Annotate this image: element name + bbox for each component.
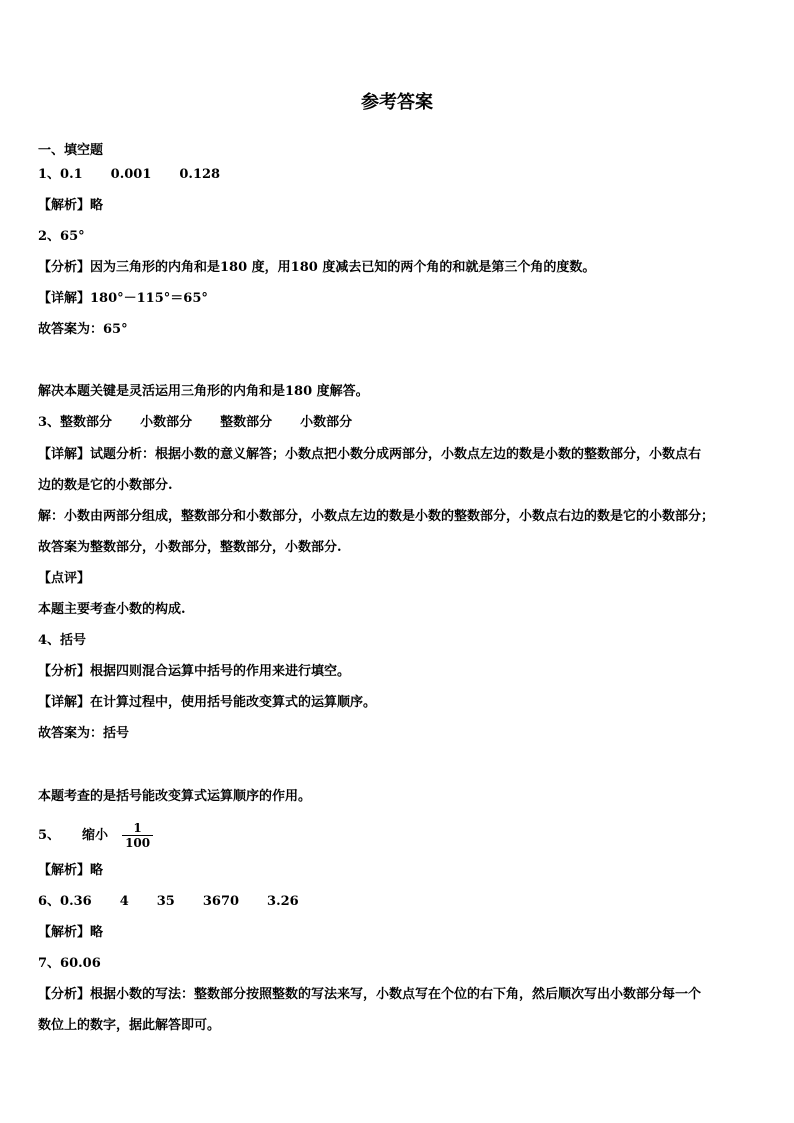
q5-answer: [38, 820, 153, 852]
q6-a3: 35: [156, 894, 175, 909]
q5-number: 5、: [38, 828, 61, 843]
q3-xiangjie-line2: 边的数是它的小数部分.: [38, 478, 173, 493]
q5-jiexi: 【解析】略: [38, 863, 104, 878]
q1-jiexi: 【解析】略: [38, 198, 104, 213]
q4-answer: 4、括号: [38, 633, 87, 648]
q5-fraction-numerator: 1: [133, 821, 142, 835]
q1-a1: 0.1: [60, 167, 83, 182]
q3-a3: 整数部分: [220, 415, 273, 430]
q5-word: 缩小: [82, 828, 109, 843]
section-heading: 一、填空题: [38, 143, 104, 158]
q3-number: 3、: [38, 415, 61, 430]
q4-note: 本题考查的是括号能改变算式运算顺序的作用。: [38, 789, 312, 804]
q1-number: 1、: [38, 167, 61, 182]
q3-dianping-text: 本题主要考查小数的构成.: [38, 602, 186, 617]
q7-fenxi-line1: 【分析】根据小数的写法：整数部分按照整数的写法来写，小数点写在个位的右下角，然后顺次写出小数部分每一个: [38, 987, 702, 1002]
q2-xiangjie: 【详解】180°－115°＝65°: [38, 291, 208, 306]
q3-final: 故答案为整数部分，小数部分，整数部分，小数部分.: [38, 540, 342, 555]
q2-answer: 2、65°: [38, 229, 85, 244]
q3-a2: 小数部分: [140, 415, 193, 430]
q4-final: 故答案为：括号: [38, 726, 130, 741]
q7-fenxi-line2: 数位上的数字，据此解答即可。: [38, 1018, 221, 1033]
q6-number: 6、: [38, 894, 61, 909]
q6-jiexi: 【解析】略: [38, 925, 104, 940]
q6-a5: 3.26: [267, 894, 299, 909]
page-title: 参考答案: [361, 92, 433, 113]
q4-fenxi: 【分析】根据四则混合运算中括号的作用来进行填空。: [38, 664, 351, 679]
q3-answer: [38, 414, 352, 432]
q3-solution: 解：小数由两部分组成，整数部分和小数部分，小数点左边的数是小数的整数部分，小数点右边的数是它的小数部分；: [38, 509, 715, 524]
q4-xiangjie: 【详解】在计算过程中，使用括号能改变算式的运算顺序。: [38, 695, 377, 710]
q3-dianping: 【点评】: [38, 571, 91, 586]
q1-answer: [38, 166, 220, 184]
q3-a4: 小数部分: [300, 415, 353, 430]
q6-a4: 3670: [202, 894, 240, 909]
q1-a2: 0.001: [110, 167, 152, 182]
q2-note: 解决本题关键是灵活运用三角形的内角和是180 度解答。: [38, 384, 369, 399]
q2-final: 故答案为：65°: [38, 322, 128, 337]
q3-a1: 整数部分: [60, 415, 113, 430]
q3-xiangjie-line1: 【详解】试题分析：根据小数的意义解答；小数点把小数分成两部分，小数点左边的数是小数的整数部分，小数点右: [38, 447, 702, 462]
q6-a2: 4: [119, 894, 129, 909]
q1-a3: 0.128: [179, 167, 221, 182]
q5-fraction: [122, 821, 153, 850]
q6-answer: [38, 893, 299, 911]
q6-a1: 0.36: [60, 894, 92, 909]
q5-fraction-denominator: 100: [122, 835, 153, 850]
q7-answer: 7、60.06: [38, 956, 101, 971]
q2-fenxi: 【分析】因为三角形的内角和是180 度，用180 度减去已知的两个角的和就是第三个角的度数。: [38, 260, 596, 275]
